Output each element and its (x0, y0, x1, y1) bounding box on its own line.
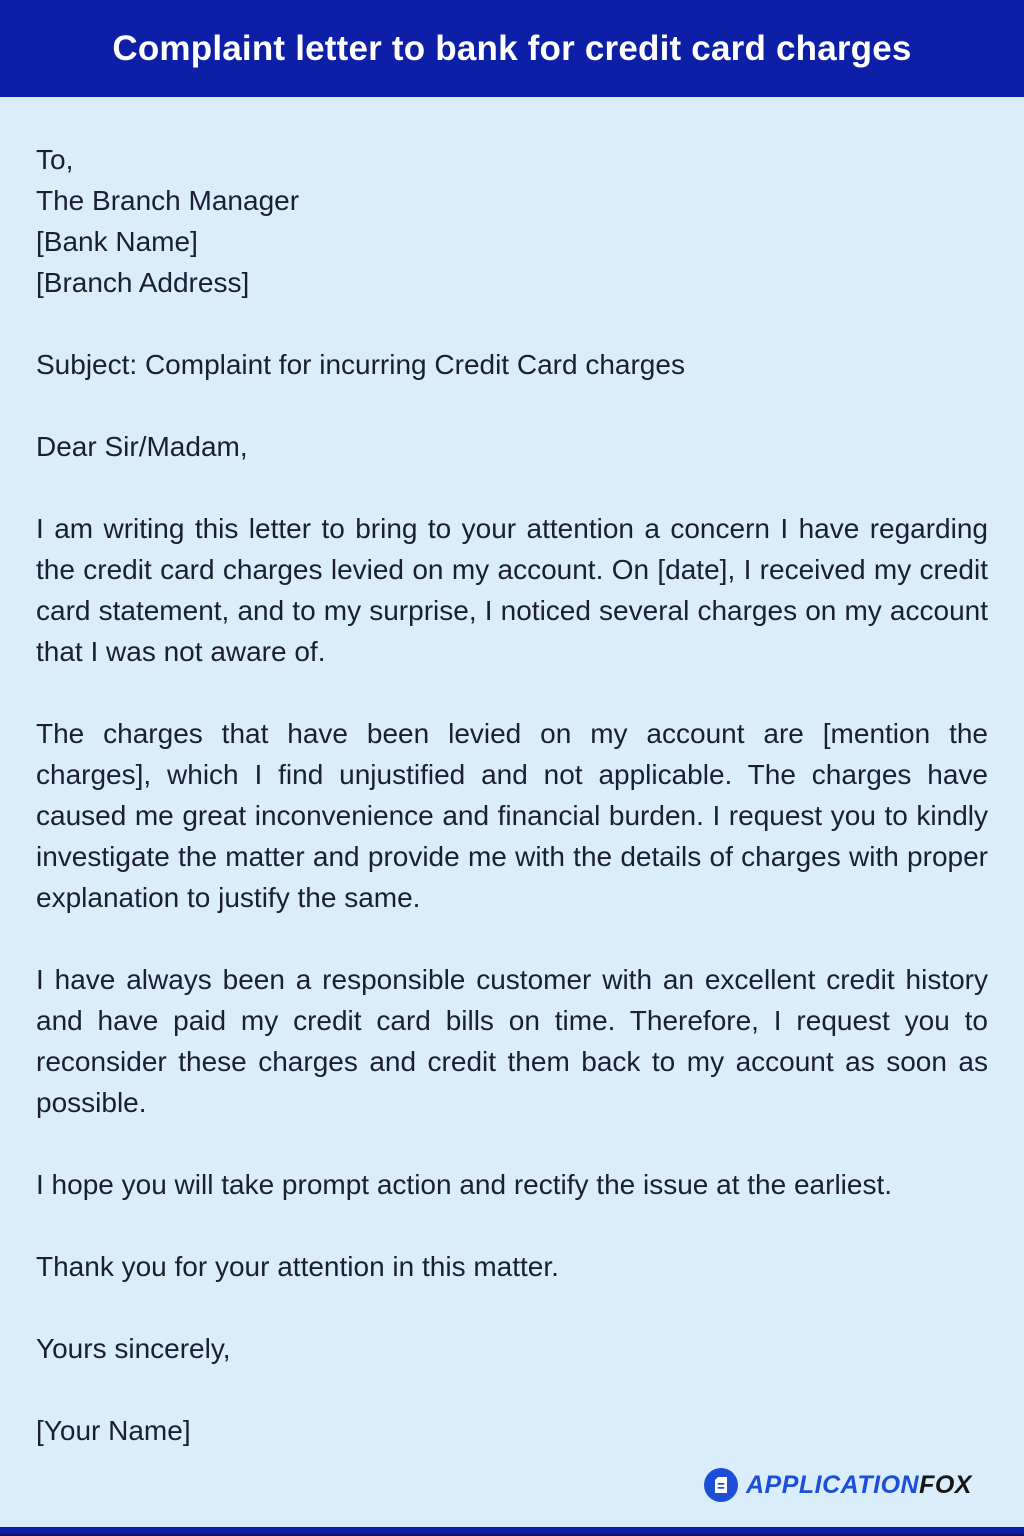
document-icon (704, 1468, 738, 1502)
recipient-address-block (36, 139, 988, 303)
title-banner (0, 0, 1024, 97)
paragraph-4: I hope you will take prompt action and rectify the issue at the earliest. (36, 1169, 893, 1200)
paragraph-2: The charges that have been levied on my account are [mention the charges], which I find unjustified and not applicable. The charges have caused me great inconvenience and financial burden. I request you to kindly investigate the matter and provide me with the details of charges with proper explanation to justify the same. (36, 718, 988, 913)
recipient-line: [Branch Address] (36, 267, 250, 298)
brand-name-primary: APPLICATION (746, 1470, 920, 1499)
page-title: Complaint letter to bank for credit card charges (112, 28, 912, 68)
brand-name (746, 1471, 972, 1500)
recipient-line: [Bank Name] (36, 226, 198, 257)
paragraph-3: I have always been a responsible customer with an excellent credit history and have paid my credit card bills on time. Therefore, I request you to reconsider these charges and credit them back to my account as soon as possible. (36, 964, 988, 1118)
brand-name-secondary: FOX (919, 1470, 972, 1499)
paragraph-1: I am writing this letter to bring to your attention a concern I have regarding the credit card charges levied on my account. On [date], I received my credit card statement, and to my surprise, I noticed several charges on my account that I was not aware of. (36, 513, 988, 667)
paragraph-5: Thank you for your attention in this matter. (36, 1251, 559, 1282)
signature-placeholder: [Your Name] (36, 1415, 191, 1446)
footer-bar (0, 1527, 1024, 1536)
closing: Yours sincerely, (36, 1333, 231, 1364)
brand-logo (704, 1468, 972, 1502)
recipient-line: To, (36, 144, 74, 175)
letter-body (0, 97, 1024, 1527)
subject-line: Subject: Complaint for incurring Credit Card charges (36, 349, 685, 380)
salutation: Dear Sir/Madam, (36, 431, 248, 462)
recipient-line: The Branch Manager (36, 185, 300, 216)
